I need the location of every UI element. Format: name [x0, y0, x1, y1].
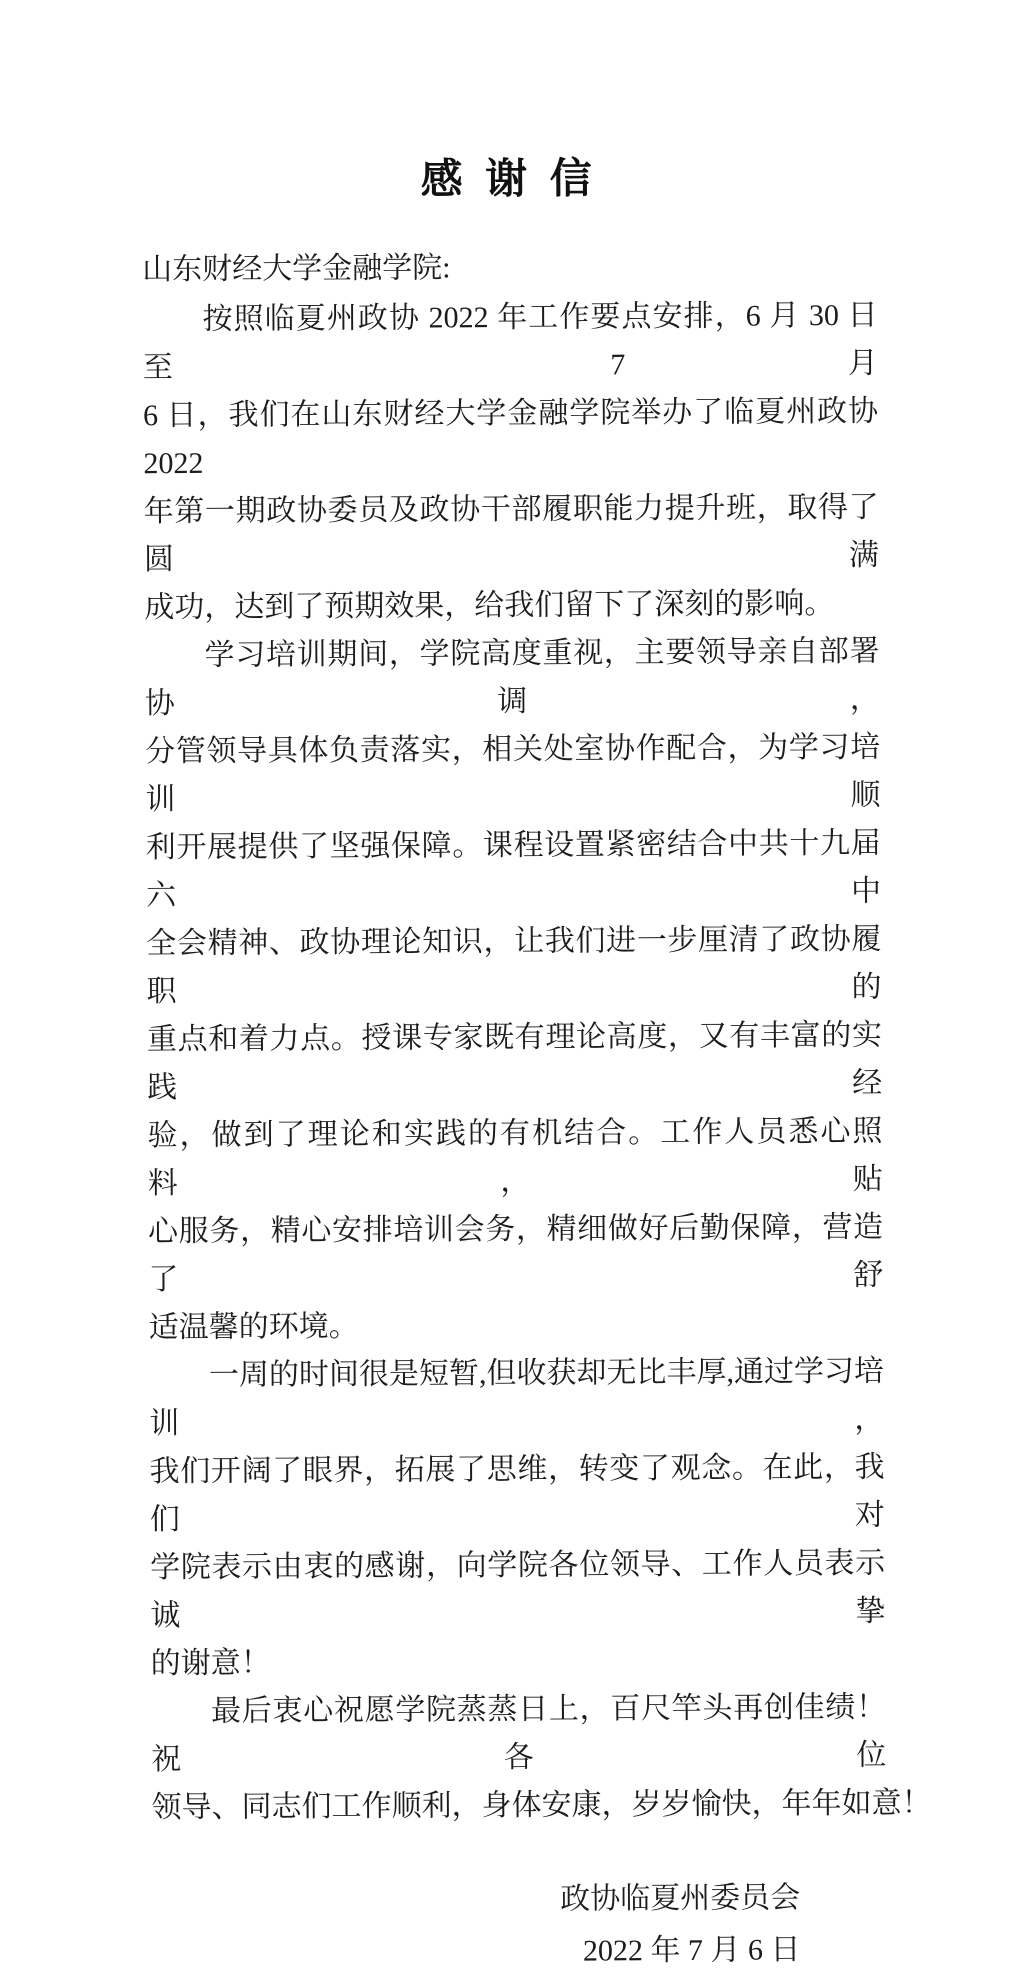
letter-line: 适温馨的环境。: [148, 1309, 359, 1345]
letter-line: 心服务，精心安排培训会务，精细做好后勤保障，营造了舒: [147, 1210, 884, 1297]
letter-line: 成功，达到了预期效果，给我们留下了深刻的影响。: [144, 587, 835, 625]
letter-line: 一周的时间很是短暂,但收获却无比丰厚,通过学习培训，: [149, 1354, 885, 1441]
letter-title: 感 谢 信: [420, 156, 598, 204]
signature-org: 政协临夏州委员会: [560, 1881, 801, 1916]
letter-line: 验，做到了理论和实践的有机结合。工作人员悉心照料，贴: [147, 1114, 883, 1201]
signature-date: 2022 年 7 月 6 日: [582, 1933, 801, 1968]
letter-line: 我们开阔了眼界，拓展了思维，转变了观念。在此，我们对: [149, 1450, 885, 1537]
letter-line: 利开展提供了坚强保障。课程设置紧密结合中共十九届六中: [145, 826, 882, 913]
letter-line: 最后衷心祝愿学院蒸蒸日上，百尺竿头再创佳绩！祝各位: [151, 1690, 887, 1777]
letter-line: 按照临夏州政协 2022 年工作要点安排，6 月 30 日至 7 月: [142, 298, 878, 385]
letter-content: [142, 148, 932, 1980]
letter-line: 的谢意！: [150, 1646, 271, 1681]
letter-line: 年第一期政协委员及政协干部履职能力提升班，取得了圆满: [143, 490, 880, 577]
letter-body: [142, 292, 932, 1832]
letter-line: 全会精神、政协理论知识，让我们进一步厘清了政协履职的: [146, 922, 882, 1009]
letter-line: 学习培训期间，学院高度重视，主要领导亲自部署协调，: [144, 634, 880, 721]
letter-line: 6 日，我们在山东财经大学金融学院举办了临夏州政协 2022: [143, 394, 879, 481]
letter-recipient: 山东财经大学金融学院:: [142, 251, 451, 287]
letter-line: 领导、同志们工作顺利，身体安康，岁岁愉快，年年如意！: [151, 1786, 932, 1825]
letter-line: 学院表示由衷的感谢，向学院各位领导、工作人员表示诚挚: [150, 1546, 886, 1633]
signature-block: [152, 1872, 888, 1980]
letter-line: 分管领导具体负责落实，相关处室协作配合，为学习培训顺: [145, 730, 881, 817]
letter-line: 重点和着力点。授课专家既有理论高度，又有丰富的实践经: [146, 1018, 883, 1105]
